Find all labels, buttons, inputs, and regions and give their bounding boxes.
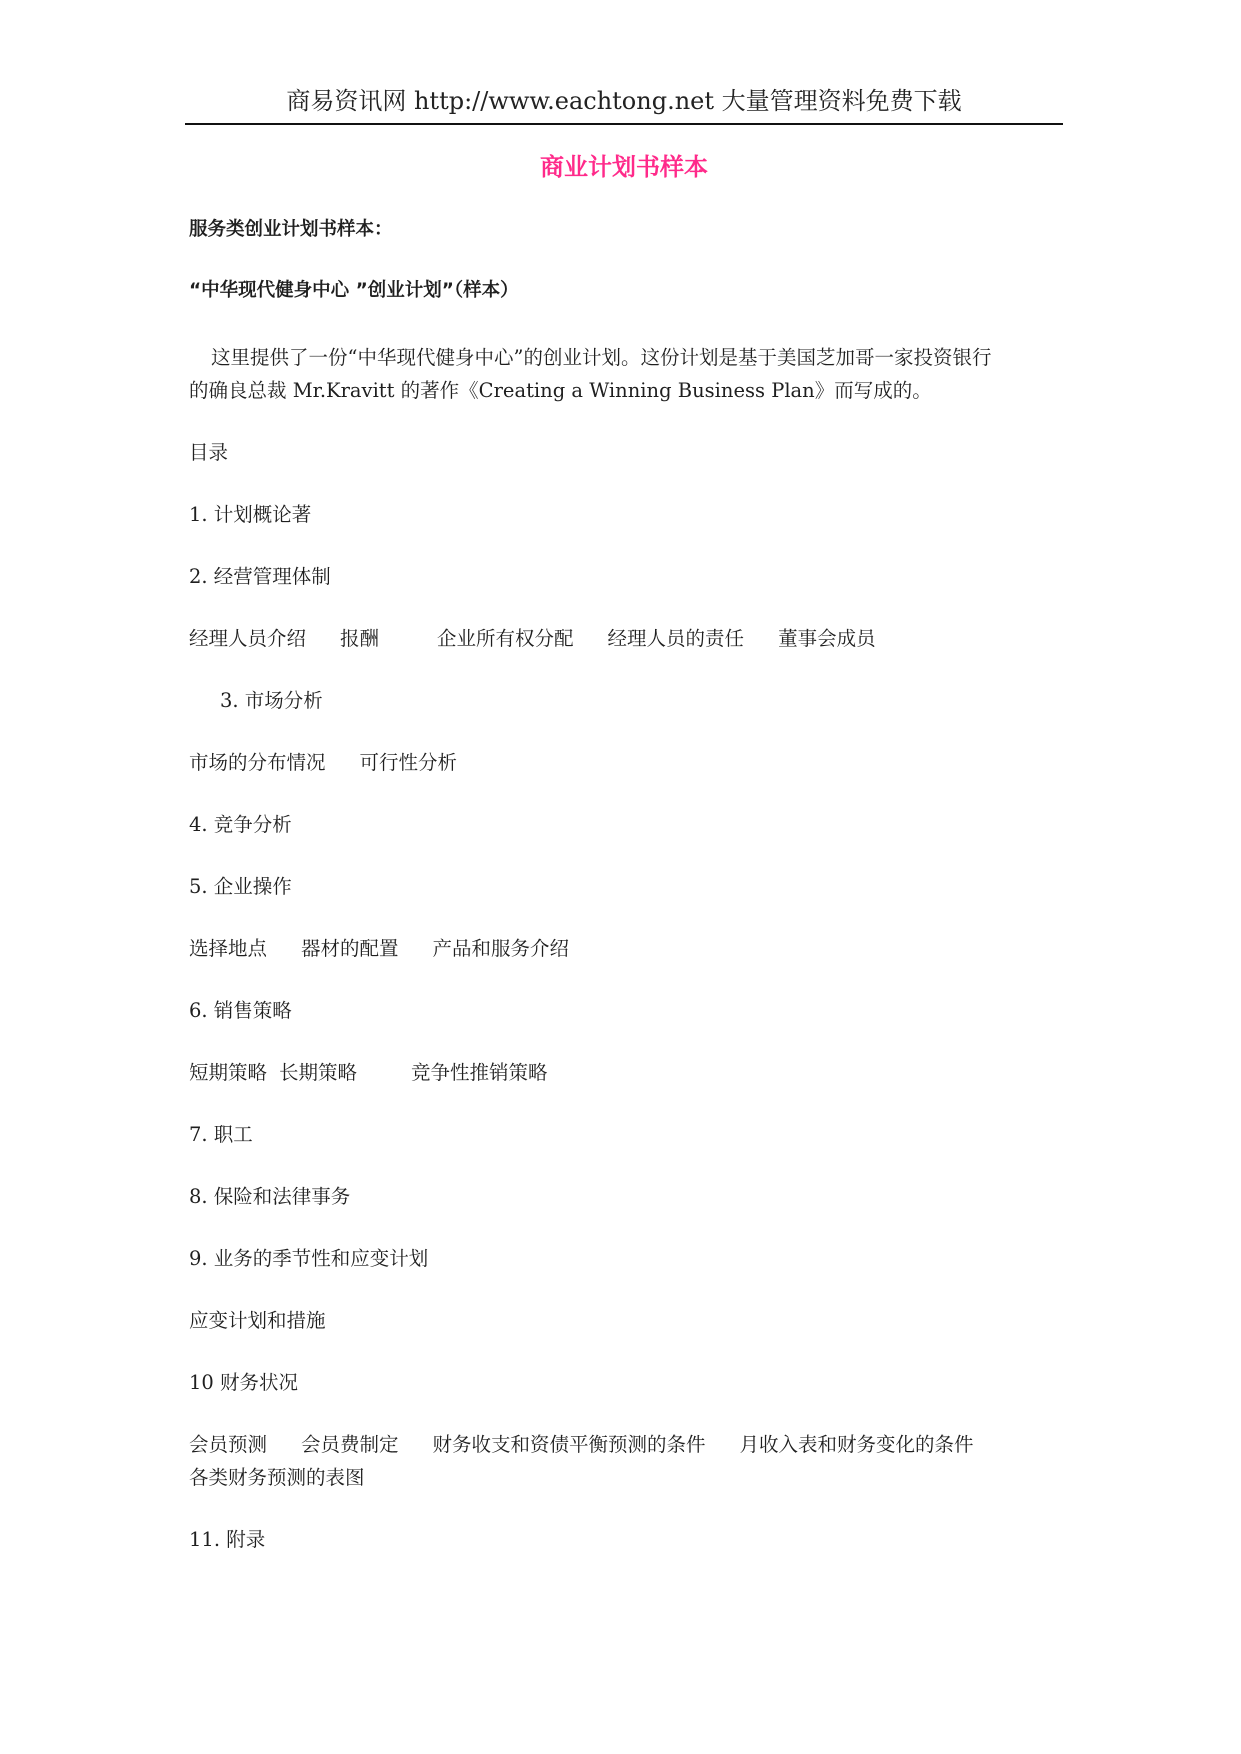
toc-subitem: 可行性分析 [359,751,458,774]
toc-item-10: 10 财务状况 [189,1371,299,1394]
toc-item-2: 2. 经营管理体制 [189,565,331,588]
toc-item-5: 5. 企业操作 [189,875,292,898]
toc-item-8: 8. 保险和法律事务 [189,1185,351,1208]
toc-item-6-subitems [189,1060,548,1086]
toc-subitem: 长期策略 [279,1061,358,1084]
intro-paragraph-line-2: 的确良总裁 Mr.Kravitt 的著作《Creating a Winning Business Plan》而写成的。 [189,379,932,402]
intro-paragraph-line-1: 这里提供了一份“中华现代健身中心”的创业计划。这份计划是基于美国芝加哥一家投资银行 [211,346,992,369]
toc-subitem: 会员预测 [189,1433,268,1456]
toc-subitem: 经理人员介绍 [189,627,307,650]
toc-subitem: 市场的分布情况 [189,751,326,774]
toc-item-4: 4. 竞争分析 [189,813,292,836]
toc-item-6: 6. 销售策略 [189,999,292,1022]
toc-item-7: 7. 职工 [189,1123,253,1146]
page-header: 商易资讯网 http://www.eachtong.net 大量管理资料免费下载 [286,87,962,115]
toc-item-1: 1. 计划概论著 [189,503,312,526]
toc-subitem: 会员费制定 [301,1433,399,1456]
toc-subitem: 报酬 [340,627,380,650]
toc-item-2-subitems [189,626,876,652]
toc-item-9-subitem: 应变计划和措施 [189,1309,326,1332]
toc-subitem: 月收入表和财务变化的条件 [739,1433,974,1456]
toc-subitem: 企业所有权分配 [437,627,574,650]
toc-item-11: 11. 附录 [189,1528,266,1551]
toc-item-10-subitem-2: 各类财务预测的表图 [189,1466,365,1489]
toc-subitem: 短期策略 [189,1061,268,1084]
toc-item-3: 3. 市场分析 [220,689,323,712]
document-title: 商业计划书样本 [540,153,708,181]
toc-subitem: 器材的配置 [301,937,399,960]
toc-item-9: 9. 业务的季节性和应变计划 [189,1247,429,1270]
plan-title: “中华现代健身中心 ”创业计划”（样本） [189,280,519,301]
toc-heading: 目录 [189,441,229,464]
toc-item-3-subitems [189,750,457,776]
toc-subitem: 经理人员的责任 [607,627,745,650]
toc-subitem: 竞争性推销策略 [411,1061,548,1084]
toc-subitem: 董事会成员 [778,627,876,650]
toc-item-10-subitems [189,1432,974,1458]
toc-subitem: 选择地点 [189,937,268,960]
section-subtitle: 服务类创业计划书样本： [189,219,393,240]
toc-item-5-subitems [189,936,569,962]
toc-subitem: 产品和服务介绍 [432,937,570,960]
toc-subitem: 财务收支和资债平衡预测的条件 [432,1433,706,1456]
header-divider [185,123,1063,125]
